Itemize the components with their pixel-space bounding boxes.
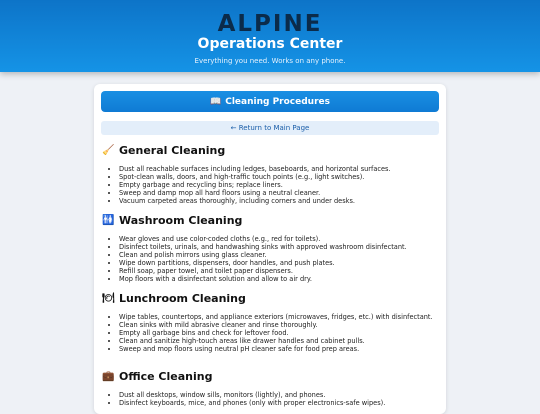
- alpine-logo: ALPINE: [217, 11, 323, 37]
- list-item: • Clean and sanitize high-touch areas like drawer handles and cabinet pulls.: [119, 337, 438, 345]
- section-heading: [102, 291, 438, 305]
- list-item: • Vacuum carpeted areas thoroughly, including corners and under desks.: [119, 197, 438, 205]
- utensils-icon: 🍽: [102, 292, 115, 304]
- list-item: • Wipe tables, countertops, and appliance exteriors (microwaves, fridges, etc.) with disinfectant.: [119, 313, 438, 321]
- section-lunchroom-cleaning: [102, 291, 438, 353]
- list-item: • Clean sinks with mild abrasive cleaner and rinse thoroughly.: [119, 321, 438, 329]
- section-title: Lunchroom Cleaning: [119, 291, 246, 305]
- page-title: Cleaning Procedures: [225, 96, 330, 107]
- header-tagline: Everything you need. Works on any phone.: [194, 57, 346, 65]
- task-list: [102, 313, 438, 353]
- section-office-cleaning: [102, 369, 438, 407]
- task-list: [102, 165, 438, 205]
- restroom-icon: 🚻: [102, 214, 115, 226]
- list-item: • Wear gloves and use color-coded cloths (e.g., red for toilets).: [119, 235, 438, 243]
- list-item: • Clean and polish mirrors using glass cleaner.: [119, 251, 438, 259]
- section-heading: [102, 143, 438, 157]
- page-title-bar: [101, 91, 439, 112]
- list-item: • Disinfect toilets, urinals, and handwashing sinks with approved washroom disinfectant.: [119, 243, 438, 251]
- site-header: [0, 0, 540, 72]
- book-icon: 📖: [210, 96, 222, 107]
- list-item: • Dust all desktops, window sills, monitors (lightly), and phones.: [119, 391, 438, 399]
- list-item: • Refill soap, paper towel, and toilet paper dispensers.: [119, 267, 438, 275]
- list-item: • Empty all garbage bins and check for leftover food.: [119, 329, 438, 337]
- briefcase-icon: 💼: [102, 370, 115, 382]
- list-item: • Spot-clean walls, doors, and high-traffic touch points (e.g., light switches).: [119, 173, 438, 181]
- section-heading: [102, 369, 438, 383]
- list-item: • Dust all reachable surfaces including ledges, baseboards, and horizontal surfaces.: [119, 165, 438, 173]
- section-title: Washroom Cleaning: [119, 213, 243, 227]
- header-title: Operations Center: [197, 36, 343, 52]
- list-item: • Sweep and damp mop all hard floors using a neutral cleaner.: [119, 189, 438, 197]
- section-heading: [102, 213, 438, 227]
- section-title: General Cleaning: [119, 143, 226, 157]
- task-list: [102, 235, 438, 284]
- list-item: • Disinfect keyboards, mice, and phones (only with proper electronics-safe wipes).: [119, 399, 438, 407]
- list-item: • Empty garbage and recycling bins; replace liners.: [119, 181, 438, 189]
- content-card: [94, 84, 446, 414]
- section-washroom-cleaning: [102, 213, 438, 284]
- list-item: • Wipe down partitions, dispensers, door handles, and push plates.: [119, 259, 438, 267]
- section-general-cleaning: [102, 143, 438, 205]
- section-title: Office Cleaning: [119, 369, 213, 383]
- return-to-main-link[interactable]: ← Return to Main Page: [101, 121, 439, 135]
- list-item: • Mop floors with a disinfectant solution and allow to air dry.: [119, 275, 438, 283]
- broom-icon: 🧹: [102, 144, 115, 156]
- list-item: • Sweep and mop floors using neutral pH cleaner safe for food prep areas.: [119, 345, 438, 353]
